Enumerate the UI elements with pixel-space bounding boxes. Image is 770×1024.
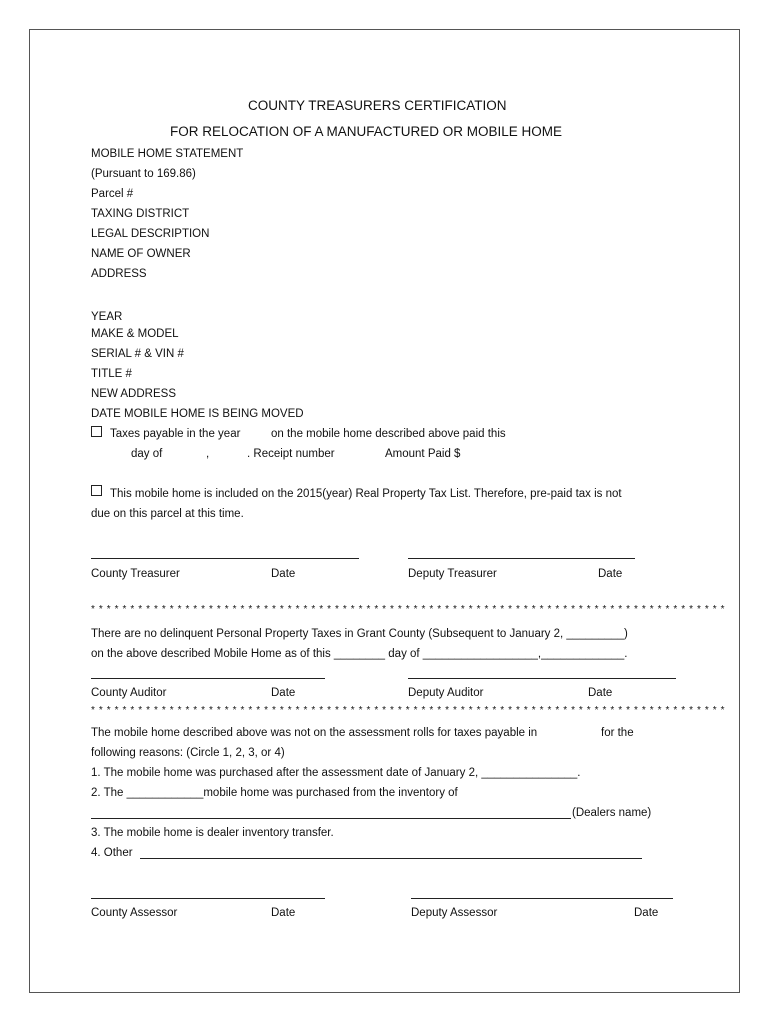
county-assessor-label: County Assessor [91, 907, 178, 919]
title-number-label: TITLE # [91, 368, 132, 380]
county-treasurer-label: County Treasurer [91, 568, 180, 580]
form-title-line2: FOR RELOCATION OF A MANUFACTURED OR MOBILE HOME [170, 124, 563, 139]
form-title-line1: COUNTY TREASURERS CERTIFICATION [248, 98, 507, 113]
deputy-auditor-signature-line[interactable] [408, 678, 676, 679]
taxes-paid-text: on the mobile home described above paid this [271, 428, 506, 440]
assessor-text-line1: The mobile home described above was not on the assessment rolls for taxes payable in [91, 727, 538, 739]
deputy-auditor-date-label: Date [588, 687, 613, 699]
reason-item-1: 1. The mobile home was purchased after the assessment date of January 2, _______________. [91, 767, 581, 779]
assessor-text-line1-end: for the [601, 727, 634, 739]
statement-label: MOBILE HOME STATEMENT [91, 148, 244, 160]
dealers-name-line[interactable] [91, 818, 571, 819]
prepaid-text-line2: due on this parcel at this time. [91, 508, 244, 520]
owner-name-label: NAME OF OWNER [91, 248, 191, 260]
dealers-name-label: (Dealers name) [572, 807, 652, 819]
taxing-district-label: TAXING DISTRICT [91, 208, 190, 220]
county-treasurer-signature-line[interactable] [91, 558, 359, 559]
address-label: ADDRESS [91, 268, 147, 280]
day-of-text: day of [131, 448, 163, 460]
reason-item-3: 3. The mobile home is dealer inventory transfer. [91, 827, 334, 839]
prepaid-text-line1: This mobile home is included on the 2015(year) Real Property Tax List. Therefore, pre-paid tax is not [110, 488, 622, 500]
new-address-label: NEW ADDRESS [91, 388, 176, 400]
auditor-date-label: Date [271, 687, 296, 699]
taxes-payable-text: Taxes payable in the year [110, 428, 241, 440]
receipt-number-text: . Receipt number [247, 448, 335, 460]
deputy-assessor-date-label: Date [634, 907, 659, 919]
auditor-text-line2: on the above described Mobile Home as of this ________ day of __________________,_____________. [91, 648, 628, 660]
serial-vin-label: SERIAL # & VIN # [91, 348, 184, 360]
reason-item-2: 2. The ____________mobile home was purchased from the inventory of [91, 787, 458, 799]
date-moved-label: DATE MOBILE HOME IS BEING MOVED [91, 408, 304, 420]
deputy-auditor-label: Deputy Auditor [408, 687, 484, 699]
taxes-paid-checkbox[interactable] [91, 426, 102, 437]
other-reason-line[interactable] [140, 858, 642, 859]
deputy-assessor-signature-line[interactable] [411, 898, 673, 899]
separator-stars: * * * * * * * * * * * * * * * * * * * * * * * * * * * * * * * * * * * * * * * * * * * * * * * * * * * * * * * * * * * * * * * * * * * * * * * * * * * * * * * * * [91, 604, 726, 615]
legal-description-label: LEGAL DESCRIPTION [91, 228, 210, 240]
pursuant-label: (Pursuant to 169.86) [91, 168, 196, 180]
reason-item-4: 4. Other [91, 847, 133, 859]
assessor-text-line2: following reasons: (Circle 1, 2, 3, or 4) [91, 747, 285, 759]
treasurer-date-label: Date [271, 568, 296, 580]
deputy-treasurer-signature-line[interactable] [408, 558, 635, 559]
deputy-assessor-label: Deputy Assessor [411, 907, 498, 919]
auditor-text-line1: There are no delinquent Personal Property Taxes in Grant County (Subsequent to January 2, _________) [91, 628, 628, 640]
prepaid-checkbox[interactable] [91, 485, 102, 496]
year-label: YEAR [91, 311, 123, 323]
county-assessor-signature-line[interactable] [91, 898, 325, 899]
make-model-label: MAKE & MODEL [91, 328, 179, 340]
parcel-label: Parcel # [91, 188, 134, 200]
comma-text: , [206, 448, 210, 460]
deputy-treasurer-date-label: Date [598, 568, 623, 580]
separator-stars-2: * * * * * * * * * * * * * * * * * * * * * * * * * * * * * * * * * * * * * * * * * * * * * * * * * * * * * * * * * * * * * * * * * * * * * * * * * * * * * * * * * [91, 705, 726, 716]
county-auditor-label: County Auditor [91, 687, 167, 699]
assessor-date-label: Date [271, 907, 296, 919]
deputy-treasurer-label: Deputy Treasurer [408, 568, 497, 580]
county-auditor-signature-line[interactable] [91, 678, 325, 679]
amount-paid-text: Amount Paid $ [385, 448, 461, 460]
